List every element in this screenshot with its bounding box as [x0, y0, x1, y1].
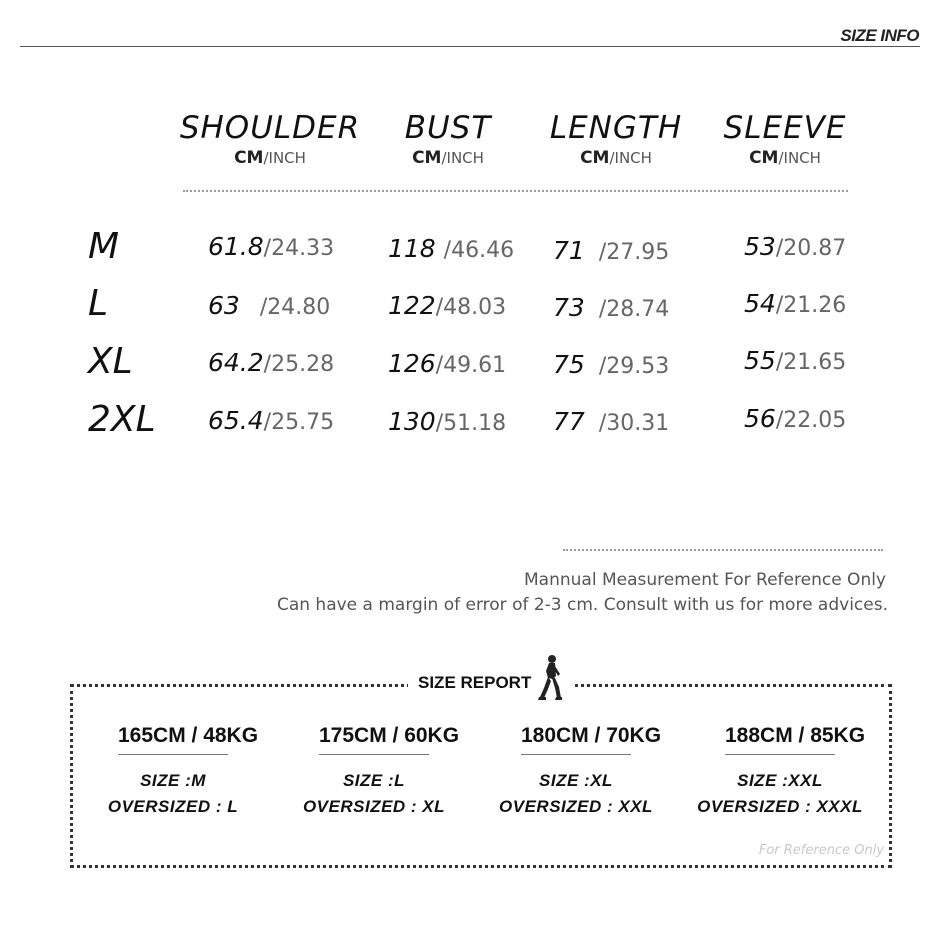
- reference-footnote: For Reference Only: [758, 843, 884, 858]
- recommended-size: SIZE :L: [342, 771, 406, 790]
- shoulder-l: 63 /24.80: [208, 291, 331, 320]
- size-report-header: [408, 646, 573, 702]
- column-name: BUST: [404, 110, 492, 146]
- height-weight: 188CM / 85KG: [725, 724, 835, 755]
- column-unit: CM/INCH: [580, 148, 652, 168]
- size-report-entry: [284, 724, 464, 817]
- measurement-note: Mannual Measurement For Reference Only: [524, 570, 886, 590]
- size-report-title: SIZE REPORT: [418, 673, 532, 692]
- size-info-title: SIZE INFO: [840, 26, 919, 45]
- shoulder-m: 61.8/24.33: [208, 232, 335, 261]
- length-l: 73 /28.74: [553, 293, 670, 322]
- recommended-size: SIZE :XXL: [737, 771, 823, 790]
- oversized-size: OVERSIZED : XXL: [499, 797, 653, 816]
- column-unit: CM/INCH: [412, 148, 484, 168]
- sleeve-m: 53/20.87: [744, 232, 847, 261]
- column-header-shoulder: [170, 110, 370, 168]
- length-xl: 75 /29.53: [553, 350, 670, 379]
- shoulder-2xl: 65.4/25.75: [208, 406, 335, 435]
- oversized-size: OVERSIZED : XL: [302, 797, 446, 816]
- oversized-size: OVERSIZED : L: [107, 797, 239, 816]
- length-m: 71 /27.95: [553, 236, 670, 265]
- top-divider: [20, 46, 920, 47]
- sleeve-2xl: 56/22.05: [744, 404, 847, 433]
- oversized-size: OVERSIZED : XXXL: [697, 797, 863, 816]
- size-label-xl: XL: [88, 341, 133, 382]
- margin-note: Can have a margin of error of 2-3 cm. Consult with us for more advices.: [276, 595, 888, 615]
- size-label-m: M: [88, 226, 120, 267]
- walking-man-icon: [537, 654, 563, 702]
- size-report-entry: [486, 724, 666, 817]
- height-weight: 180CM / 70KG: [521, 724, 631, 755]
- size-label-l: L: [88, 283, 109, 324]
- sleeve-l: 54/21.26: [744, 289, 847, 318]
- column-name: SHOULDER: [179, 110, 361, 146]
- header-dotted-divider: [183, 190, 848, 192]
- length-2xl: 77 /30.31: [553, 407, 670, 436]
- column-unit: CM/INCH: [234, 148, 306, 168]
- column-header-sleeve: [685, 110, 885, 168]
- bust-m: 118 /46.46: [388, 234, 515, 263]
- sleeve-xl: 55/21.65: [744, 346, 847, 375]
- size-label-2xl: 2XL: [88, 399, 156, 440]
- size-report-entry: [83, 724, 263, 817]
- column-name: LENGTH: [549, 110, 683, 146]
- bust-2xl: 130/51.18: [388, 407, 507, 436]
- height-weight: 165CM / 48KG: [118, 724, 228, 755]
- note-dotted-divider: [563, 549, 883, 551]
- recommended-size: SIZE :XL: [539, 771, 613, 790]
- column-unit: CM/INCH: [749, 148, 821, 168]
- height-weight: 175CM / 60KG: [319, 724, 429, 755]
- bust-l: 122/48.03: [388, 291, 507, 320]
- bust-xl: 126/49.61: [388, 349, 507, 378]
- shoulder-xl: 64.2/25.28: [208, 348, 335, 377]
- column-name: SLEEVE: [723, 110, 847, 146]
- size-report-entry: [690, 724, 870, 817]
- recommended-size: SIZE :M: [140, 771, 206, 790]
